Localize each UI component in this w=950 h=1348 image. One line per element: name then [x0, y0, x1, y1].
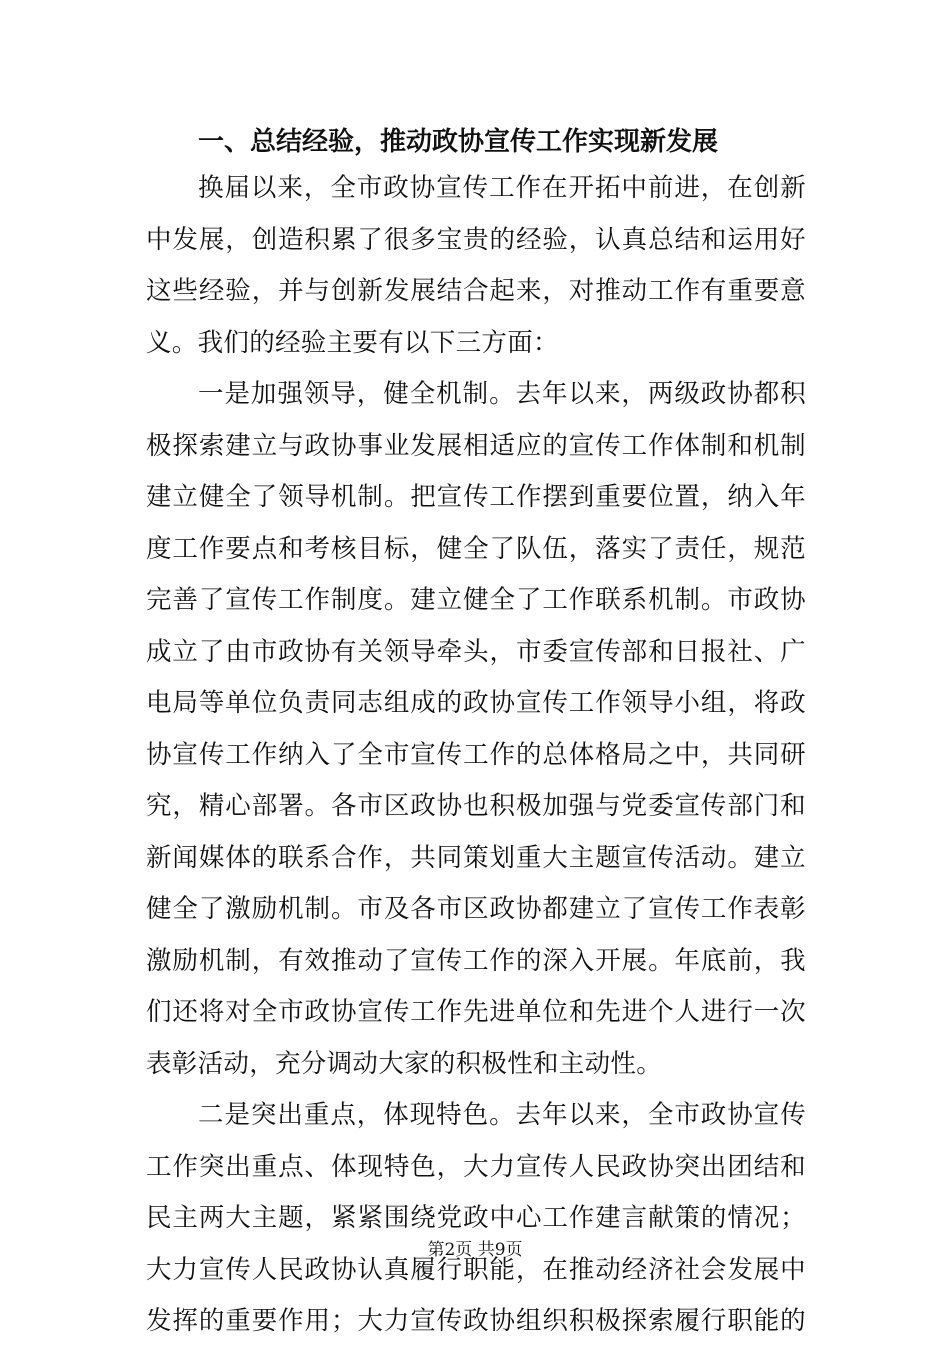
text-line: 极探索建立与政协事业发展相适应的宣传工作体制和机制 — [146, 430, 806, 461]
paragraph — [146, 1090, 806, 1348]
text-line: 这些经验，并与创新发展结合起来，对推动工作有重要意 — [146, 276, 806, 306]
section-heading: 一、总结经验，推动政协宣传工作实现新发展 — [198, 127, 719, 157]
text-line: 民主两大主题，紧紧围绕党政中心工作建言献策的情况； — [146, 1203, 806, 1233]
text-line: 发挥的重要作用；大力宣传政协组织积极探索履行职能的 — [146, 1306, 806, 1336]
text-line: 新闻媒体的联系合作，共同策划重大主题宣传活动。建立 — [146, 842, 806, 873]
text-line: 究，精心部署。各市区政协也积极加强与党委宣传部门和 — [146, 791, 806, 821]
text-line: 工作突出重点、体现特色，大力宣传人民政协突出团结和 — [146, 1151, 806, 1182]
text-line: 中发展，创造积累了很多宝贵的经验，认真总结和运用好 — [146, 224, 806, 255]
text-line: 义。我们的经验主要有以下三方面： — [146, 327, 559, 358]
body-text — [146, 163, 806, 1348]
text-line: 完善了宣传工作制度。建立健全了工作联系机制。市政协 — [146, 585, 806, 615]
text-line: 协宣传工作纳入了全市宣传工作的总体格局之中，共同研 — [146, 739, 806, 770]
text-line: 们还将对全市政协宣传工作先进单位和先进个人进行一次 — [146, 997, 806, 1027]
text-line: 换届以来，全市政协宣传工作在开拓中前进，在创新 — [198, 173, 806, 203]
paragraph — [146, 369, 806, 1090]
text-line: 建立健全了领导机制。把宣传工作摆到重要位置，纳入年 — [146, 482, 806, 512]
text-line: 一是加强领导，健全机制。去年以来，两级政协都积 — [198, 379, 806, 409]
text-line: 二是突出重点，体现特色。去年以来，全市政协宣传 — [198, 1100, 806, 1130]
text-line: 表彰活动，充分调动大家的积极性和主动性。 — [146, 1048, 663, 1079]
text-line: 大力宣传人民政协认真履行职能，在推动经济社会发展中 — [146, 1254, 806, 1285]
text-line: 度工作要点和考核目标，健全了队伍，落实了责任，规范 — [146, 533, 806, 564]
paragraph — [146, 163, 806, 369]
text-line: 成立了由市政协有关领导牵头，市委宣传部和日报社、广 — [146, 636, 806, 667]
text-line: 激励机制，有效推动了宣传工作的深入开展。年底前，我 — [146, 945, 806, 976]
page-footer: 第2页 共9页 — [427, 1240, 523, 1260]
text-line: 健全了激励机制。市及各市区政协都建立了宣传工作表彰 — [146, 894, 806, 924]
text-line: 电局等单位负责同志组成的政协宣传工作领导小组，将政 — [146, 688, 806, 718]
